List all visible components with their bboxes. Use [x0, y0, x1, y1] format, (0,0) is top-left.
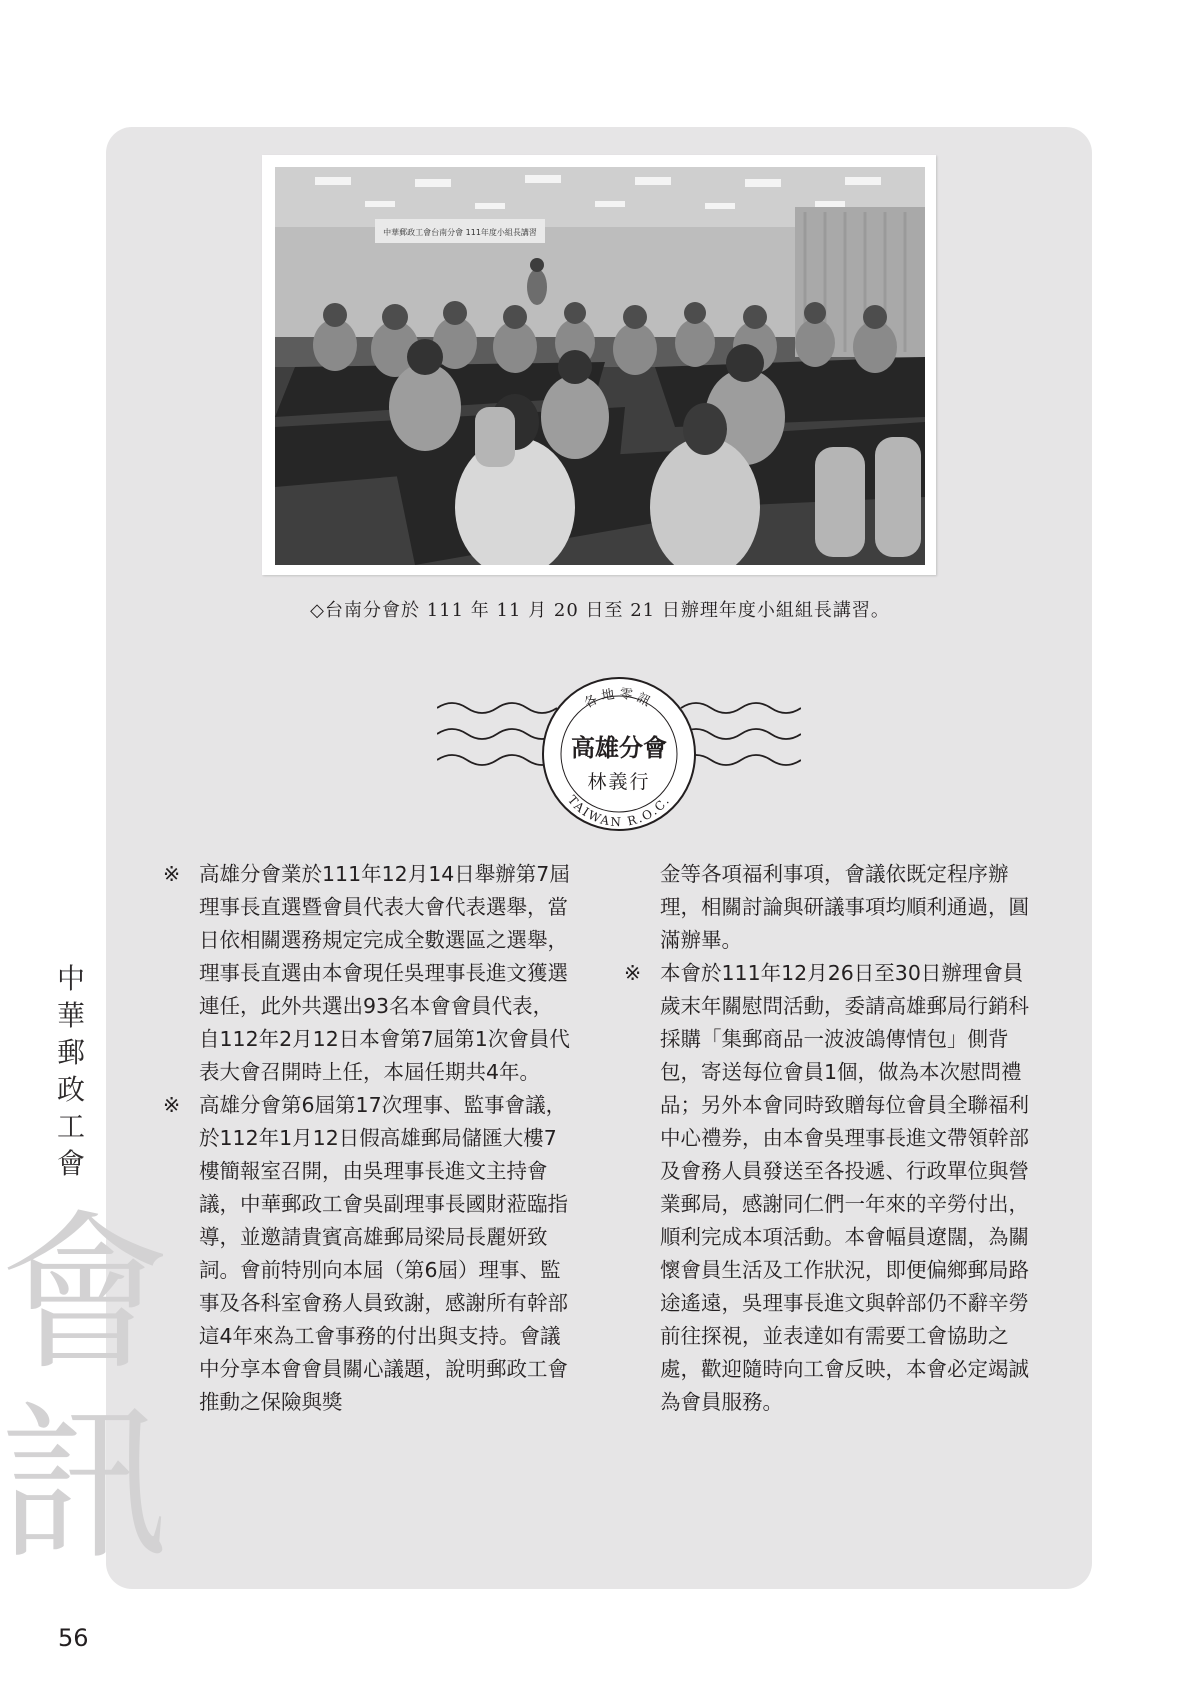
banner-text: 中華郵政工會台南分會 111年度小組長講習: [383, 228, 537, 237]
article-paragraph-3: [624, 957, 1034, 1419]
postmark-author: 林義行: [587, 771, 651, 793]
photo-frame: [262, 155, 936, 575]
article-paragraph-1: [163, 858, 573, 1089]
reference-mark: ※: [163, 1093, 181, 1117]
postmark-graphic: [437, 676, 801, 832]
wavy-lines-left: [437, 703, 557, 765]
paragraph-3-text: 本會於111年12月26日至30日辦理會員歲末年關慰問活動，委請高雄郵局行銷科採購「集郵商品一波波鴿傳情包」側背包，寄送每位會員1個，做為本次慰問禮品；另外本會同時致贈每位會員全聯福利中心禮券，由本會吳理事長進文帶領幹部及會務人員發送至各投遞、行政單位與營業郵局，感謝同仁們一年來的辛勞付出，順利完成本項活動。本會幅員遼闊，為關懷會員生活及工作狀況，即便偏鄉郵局路途遙遠，吳理事長進文與幹部仍不辭辛勞前往探視，並表達如有需要工會協助之處，歡迎隨時向工會反映，本會必定竭誠為會員服務。: [660, 961, 1029, 1414]
postmark-branch-name: 高雄分會: [571, 734, 667, 762]
seminar-photo: [275, 167, 925, 565]
seminar-photo-illustration: [275, 167, 925, 565]
paragraph-1-text: 高雄分會業於111年12月14日舉辦第7屆理事長直選暨會員代表大會代表選舉，當日依相關選務規定完成全數選區之選舉，理事長直選由本會現任吳理事長進文獲選連任，此外共選出93名本會會員代表，自112年2月12日本會第7屆第1次會員代表大會召開時上任，本屆任期共4年。: [199, 862, 570, 1084]
reference-mark: ※: [624, 961, 642, 985]
paragraph-2-text: 高雄分會第6屆第17次理事、監事會議，於112年1月12日假高雄郵局儲匯大樓7樓簡報室召開，由吳理事長進文主持會議，中華郵政工會吳副理事長國財蒞臨指導，並邀請貴賓高雄郵局梁局長麗妍致詞。會前特別向本屆（第6屆）理事、監事及各科室會務人員致謝，感謝所有幹部這4年來為工會事務的付出與支持。會議中分享本會會員關心議題，說明郵政工會推動之保險與獎: [199, 1093, 568, 1414]
postmark-arc-top: 各地零訊: [581, 686, 657, 712]
article-paragraph-2: [163, 1089, 573, 1419]
reference-mark: ※: [163, 862, 181, 886]
photo-caption: ◇台南分會於 111 年 11 月 20 日至 21 日辦理年度小組組長講習。: [310, 600, 890, 621]
postmark-arc-bottom: TAIWAN R.O.C.: [564, 792, 674, 830]
article-column-left: [163, 858, 573, 1419]
calligraphy-watermark: 會 訊: [0, 1196, 171, 1584]
wavy-lines-right: [681, 703, 801, 765]
article-paragraph-2-continued: [624, 858, 1034, 957]
paragraph-2-continued-text: 金等各項福利事項，會議依既定程序辦理，相關討論與研議事項均順利通過，圓滿辦畢。: [660, 862, 1029, 952]
magazine-vertical-title: 中 華 郵 政 工 會: [56, 962, 85, 1180]
article-column-right: [624, 858, 1034, 1419]
branch-postmark: [437, 676, 801, 832]
page-number: 56: [58, 1624, 89, 1652]
